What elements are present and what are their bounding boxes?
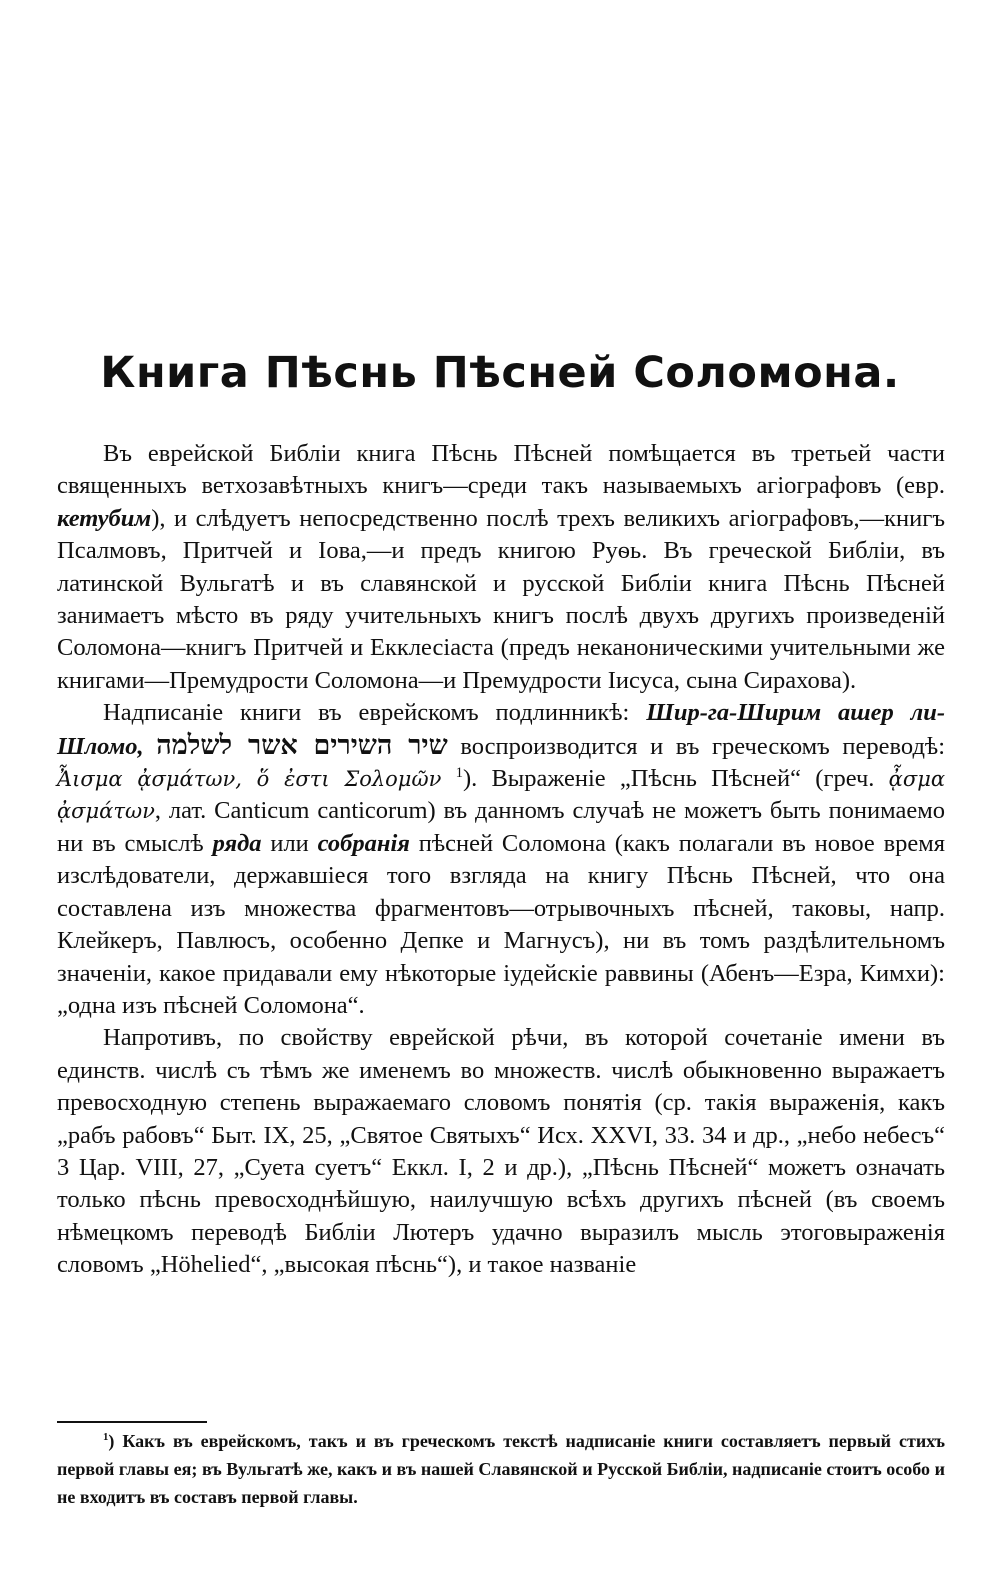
main-text xyxy=(57,438,945,1282)
paragraph-2-text-e: или xyxy=(270,829,309,857)
paragraph-1 xyxy=(57,438,945,697)
paragraph-2-text-b: воспроизводится и въ греческомъ переводѣ: xyxy=(460,732,946,760)
paragraph-2-transliteration: Шир-га-Ширим ашер ли-Шломо, xyxy=(57,699,946,760)
paragraph-2-text-f: пѣсней Соломона (какъ полагали въ новое время изслѣдователи, державшіеся того взгляда на книгу Пѣснь Пѣсней, что она составлена изъ множества фрагментовъ—отрывочныхъ пѣсней, таковы, напр. Клейкеръ, Павлюсъ, особенно Депке и Магнусъ), ни въ томъ раздѣлительномъ значеніи, какое придавали ему нѣкоторые іудейскіе раввины (Абенъ—Езра, Кимхи): „одна изъ пѣсней Соломона“. xyxy=(57,829,946,1019)
paragraph-1-text-b: ), и слѣдуетъ непосредственно послѣ трехъ великихъ агіографовъ,—книгъ Псалмовъ, Притчей и Іова,—и предъ книгою Руѳь. Въ греческой Библіи, въ латинской Вульгатѣ и въ славянской и русской Библіи книга Пѣснь Пѣсней занимаетъ мѣсто въ ряду учительныхъ книгъ послѣ двухъ другихъ произведеній Соломона—книгъ Притчей и Екклесіаста (предъ неканоническими учительными же книгами—Премудрости Соломона—и Премудрости Іисуса, сына Сирахова). xyxy=(57,504,945,694)
italic-sobraniya: собранія xyxy=(317,829,410,857)
paragraph-2-text-a: Надписаніе книги въ еврейскомъ подлинникѣ: xyxy=(103,699,630,727)
footnote-divider xyxy=(57,1421,207,1423)
hebrew-title: שיר השירים אשר לשלמה xyxy=(156,729,448,761)
paragraph-2 xyxy=(57,697,945,1022)
greek-phrase: ᾆσμα ᾀσμάτων xyxy=(57,767,946,824)
page-title: Книга Пѣснь Пѣсней Соломона. xyxy=(100,348,900,398)
italic-ryada: ряда xyxy=(212,829,262,857)
footnote-reference[interactable]: 1 xyxy=(455,764,463,781)
footnote-marker: 1 xyxy=(103,1431,109,1443)
paragraph-1-italic: кетубим xyxy=(57,504,152,532)
paragraph-3-text: Напротивъ, по свойству еврейской рѣчи, въ которой сочетаніе имени въ единств. числѣ съ тѣмъ же именемъ во множеств. числѣ обыкновенно выражаетъ превосходную степень выражаемаго словомъ понятія (ср. такія выраженія, какъ „рабъ рабовъ“ Быт. IX, 25, „Святое Святыхъ“ Исх. XXVI, 33. 34 и др., „небо небесъ“ 3 Цар. VIII, 27, „Суета суетъ“ Еккл. I, 2 и др.), „Пѣснь Пѣсней“ можетъ означать только пѣснь превосходнѣйшую, наилучшую всѣхъ другихъ пѣсней (въ своемъ нѣмецкомъ переводѣ Библіи Лютеръ удачно выразилъ мысль этоговыраженія словомъ „Höhelied“, „высокая пѣснь“), и такое названіе xyxy=(57,1024,945,1279)
footnote xyxy=(57,1427,945,1511)
paragraph-1-text-a: Въ еврейской Библіи книга Пѣснь Пѣсней помѣщается въ третьей части священныхъ ветхозавѣтныхъ книгъ—среди такъ называемыхъ агіографовъ (евр. xyxy=(57,440,945,500)
greek-title: Ἆισμα ᾀσμάτων, ὅ ἐστι Σολομῶν xyxy=(57,767,442,792)
paragraph-2-text-c: ). Выраженіе „Пѣснь Пѣсней“ (греч. xyxy=(462,765,875,793)
paragraph-2-text-d: , лат. Canticum canticorum) въ данномъ случаѣ не можетъ быть понимаемо ни въ смыслѣ xyxy=(57,797,945,857)
paragraph-3 xyxy=(57,1022,945,1281)
footnote-text: ) Какъ въ еврейскомъ, такъ и въ греческомъ текстѣ надписаніе книги составляетъ первый стихъ первой главы ея; въ Вульгатѣ же, какъ и въ нашей Славянской и Русской Библіи, надписаніе стоитъ особо и не входитъ въ составъ первой главы. xyxy=(57,1431,945,1507)
